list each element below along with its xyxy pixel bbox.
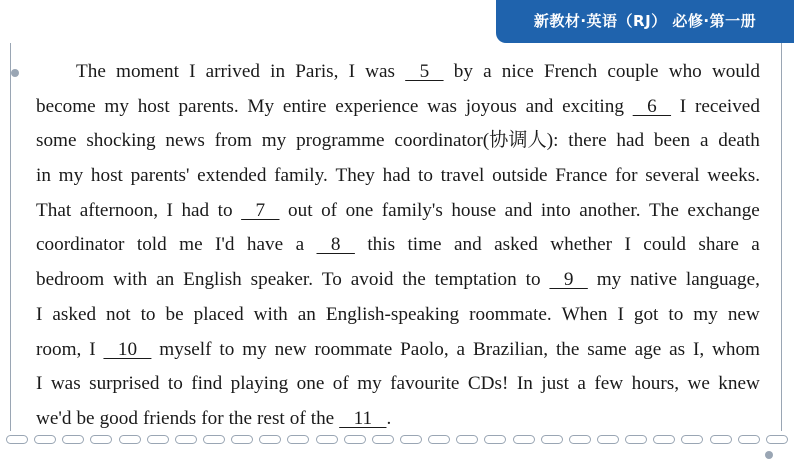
chain-link — [34, 435, 56, 444]
passage-word: I — [166, 199, 173, 221]
chain-link — [456, 435, 478, 444]
cloze-blank: 8 — [316, 234, 355, 256]
passage-word: hours, — [631, 373, 680, 395]
passage-word: experience — [335, 95, 419, 117]
passage-word: and — [525, 95, 554, 117]
passage-word: whom — [712, 338, 760, 360]
passage-word: news — [165, 130, 205, 152]
cloze-blank: 7 — [241, 199, 280, 221]
passage-line — [36, 367, 760, 402]
passage-word: coordinator — [36, 234, 125, 256]
passage-word: same — [587, 338, 627, 360]
passage-word: I — [89, 338, 96, 360]
passage-word: to — [219, 338, 235, 360]
passage-word: this — [367, 234, 396, 256]
passage-word: of — [289, 407, 306, 429]
passage-word: my — [357, 373, 382, 395]
passage-word: myself — [159, 338, 212, 360]
chain-link — [400, 435, 422, 444]
passage-word: some — [36, 130, 77, 152]
passage-word: weeks. — [707, 165, 760, 187]
chain-link — [428, 435, 450, 444]
passage-word: roommate. — [469, 303, 552, 325]
passage-word: asked — [52, 303, 97, 325]
frame-corner-dot — [765, 451, 773, 459]
passage-word: few — [594, 373, 624, 395]
passage-word: my — [104, 95, 129, 117]
chain-link — [344, 435, 366, 444]
passage-word: placed — [193, 303, 244, 325]
passage-word: a — [699, 130, 709, 152]
passage-word: got — [633, 303, 659, 325]
passage-word: to — [418, 165, 433, 187]
passage-word: who — [668, 61, 702, 82]
passage-word: and — [504, 199, 533, 221]
passage-word: roommate — [314, 338, 393, 360]
passage-word: several — [645, 165, 700, 187]
passage-word: the — [555, 338, 580, 360]
passage-word: I — [189, 61, 196, 82]
passage-word: was — [427, 95, 457, 117]
frame-corner-dot — [11, 69, 19, 77]
passage-word: family. — [274, 165, 328, 187]
chain-link — [484, 435, 506, 444]
passage-word: family's — [381, 199, 443, 221]
passage-word: I'd — [215, 234, 235, 256]
chain-border-decoration — [0, 431, 794, 447]
passage-word: another. — [579, 199, 641, 221]
passage-word: programme — [296, 130, 385, 152]
chain-link — [766, 435, 788, 444]
passage-word: exchange — [687, 199, 760, 221]
passage-word: was — [50, 373, 81, 395]
passage-word: just — [541, 373, 569, 395]
passage-word: a — [483, 61, 492, 82]
passage-line — [36, 263, 760, 298]
cloze-blank: 5 — [405, 61, 444, 82]
passage-word: outside — [492, 165, 548, 187]
passage-word: my — [261, 130, 287, 152]
passage-word: to — [140, 303, 156, 325]
passage-word: had — [181, 199, 210, 221]
passage-word: extended — [197, 165, 267, 187]
passage-word: France — [555, 165, 608, 187]
passage-word: would — [711, 61, 760, 82]
passage-word: When — [561, 303, 608, 325]
passage-word: room, — [36, 338, 82, 360]
passage-word: The — [76, 61, 106, 82]
passage-word: language, — [685, 269, 760, 291]
passage-word: and — [454, 234, 482, 256]
passage-line — [36, 298, 760, 333]
passage-word: as — [669, 338, 686, 360]
passage-word: Paris, — [295, 61, 339, 82]
chain-link — [372, 435, 394, 444]
chain-link — [231, 435, 253, 444]
passage-word: arrived — [205, 61, 260, 82]
chain-link — [147, 435, 169, 444]
chain-link — [62, 435, 84, 444]
passage-word: speaker. — [250, 269, 314, 291]
passage-word: Brazilian, — [472, 338, 549, 360]
passage-word: with — [253, 303, 288, 325]
passage-word: time — [407, 234, 442, 256]
passage-word: favourite — [390, 373, 460, 395]
passage-word: I — [679, 95, 687, 117]
passage-word: age — [634, 338, 662, 360]
passage-word: a — [295, 234, 305, 256]
passage-word: knew — [718, 373, 760, 395]
cloze-passage — [36, 55, 760, 437]
passage-word: become — [36, 95, 96, 117]
passage-word: we — [687, 373, 710, 395]
passage-word: a — [456, 338, 466, 360]
passage-word: parents. — [178, 95, 239, 117]
passage-word: To — [321, 269, 342, 291]
passage-word: shocking — [86, 130, 156, 152]
passage-word: received — [694, 95, 760, 117]
passage-word: in — [270, 61, 286, 82]
chain-link — [203, 435, 225, 444]
passage-word: coordinator(协调人): — [394, 130, 559, 152]
passage-word: exciting — [562, 95, 624, 117]
passage-word: have — [246, 234, 284, 256]
passage-word: from — [214, 130, 252, 152]
passage-word: native — [630, 269, 678, 291]
passage-word: my — [596, 269, 622, 291]
passage-word: I — [624, 234, 631, 256]
passage-word: had — [382, 165, 411, 187]
passage-line — [36, 55, 760, 90]
chain-link — [90, 435, 112, 444]
chain-link — [513, 435, 535, 444]
passage-word: bedroom — [36, 269, 105, 291]
passage-word: travel — [440, 165, 485, 187]
chain-link — [316, 435, 338, 444]
passage-word: My — [247, 95, 275, 117]
passage-word: joyous — [465, 95, 517, 117]
passage-word: of — [332, 373, 349, 395]
chain-link — [541, 435, 563, 444]
passage-word: into — [540, 199, 571, 221]
passage-word: That — [36, 199, 72, 221]
passage-line — [36, 194, 760, 229]
passage-word: an — [297, 303, 316, 325]
passage-word: an — [156, 269, 175, 291]
passage-word: Paolo, — [400, 338, 449, 360]
passage-word: new — [727, 303, 760, 325]
chain-link — [175, 435, 197, 444]
passage-word: parents' — [130, 165, 190, 187]
chain-link — [653, 435, 675, 444]
passage-word: a — [751, 234, 760, 256]
passage-word: for — [201, 407, 224, 429]
passage-line — [36, 124, 760, 159]
passage-word: to — [668, 303, 684, 325]
chain-link — [710, 435, 732, 444]
passage-word: to — [217, 199, 233, 221]
passage-word: be — [165, 303, 184, 325]
passage-word: in — [36, 165, 51, 187]
passage-word: CDs! — [467, 373, 509, 395]
cloze-blank: 9 — [549, 269, 588, 291]
passage-word: asked — [494, 234, 538, 256]
passage-word: a — [577, 373, 586, 395]
passage-word: of — [321, 199, 338, 221]
passage-word: nice — [501, 61, 534, 82]
passage-word: They — [335, 165, 375, 187]
chain-link — [6, 435, 28, 444]
passage-word: by — [453, 61, 473, 82]
passage-word: entire — [282, 95, 327, 117]
passage-word: not — [106, 303, 131, 325]
chain-link — [287, 435, 309, 444]
chain-link — [119, 435, 141, 444]
passage-word: surprised — [89, 373, 160, 395]
passage-word: we'd — [36, 407, 72, 429]
passage-word: with — [113, 269, 148, 291]
passage-line — [36, 90, 760, 125]
cloze-blank: 10 — [103, 338, 152, 360]
passage-word: for — [615, 165, 638, 187]
passage-word: death — [718, 130, 760, 152]
passage-word: rest — [257, 407, 285, 429]
chain-link — [681, 435, 703, 444]
passage-word: be — [76, 407, 95, 429]
header-badge — [496, 0, 794, 43]
chain-link — [597, 435, 619, 444]
passage-word: whether — [550, 234, 613, 256]
chain-link — [625, 435, 647, 444]
cloze-blank: 11 . — [339, 407, 392, 429]
passage-word: the — [310, 407, 335, 429]
passage-word: there — [568, 130, 607, 152]
passage-word: English-speaking — [325, 303, 460, 325]
passage-word: I — [36, 373, 43, 395]
passage-word: The — [649, 199, 679, 221]
passage-word: I — [348, 61, 355, 82]
passage-word: playing — [230, 373, 289, 395]
passage-word: told — [136, 234, 167, 256]
passage-word: new — [274, 338, 307, 360]
passage-word: had — [616, 130, 645, 152]
passage-word: couple — [607, 61, 659, 82]
passage-word: share — [698, 234, 739, 256]
passage-word: moment — [116, 61, 179, 82]
passage-word: the — [402, 269, 426, 291]
passage-line — [36, 159, 760, 194]
passage-word: one — [345, 199, 374, 221]
passage-word: my — [58, 165, 84, 187]
passage-word: host — [90, 165, 123, 187]
passage-word: my — [693, 303, 718, 325]
passage-word: friends — [142, 407, 197, 429]
chain-link — [738, 435, 760, 444]
passage-word: In — [516, 373, 533, 395]
passage-word: my — [242, 338, 267, 360]
passage-word: house — [451, 199, 497, 221]
passage-word: host — [137, 95, 170, 117]
passage-word: French — [543, 61, 598, 82]
passage-word: out — [288, 199, 313, 221]
passage-word: find — [191, 373, 223, 395]
passage-word: I — [36, 303, 43, 325]
passage-word: one — [296, 373, 325, 395]
passage-word: temptation — [434, 269, 517, 291]
passage-word: avoid — [350, 269, 394, 291]
passage-word: I — [617, 303, 624, 325]
cloze-blank: 6 — [632, 95, 672, 117]
passage-word: could — [643, 234, 686, 256]
badge-text: 新教材·英语（RJ） 必修·第一册 — [533, 12, 757, 30]
passage-line — [36, 228, 760, 263]
passage-word: to — [167, 373, 183, 395]
passage-word: to — [525, 269, 541, 291]
passage-word: me — [179, 234, 203, 256]
passage-line — [36, 333, 760, 368]
passage-word: I, — [692, 338, 705, 360]
chain-link — [569, 435, 591, 444]
passage-word: been — [653, 130, 691, 152]
passage-word: English — [183, 269, 242, 291]
passage-word: was — [365, 61, 396, 82]
chain-link — [259, 435, 281, 444]
passage-word: good — [99, 407, 138, 429]
passage-word: the — [228, 407, 253, 429]
passage-word: afternoon, — [79, 199, 159, 221]
